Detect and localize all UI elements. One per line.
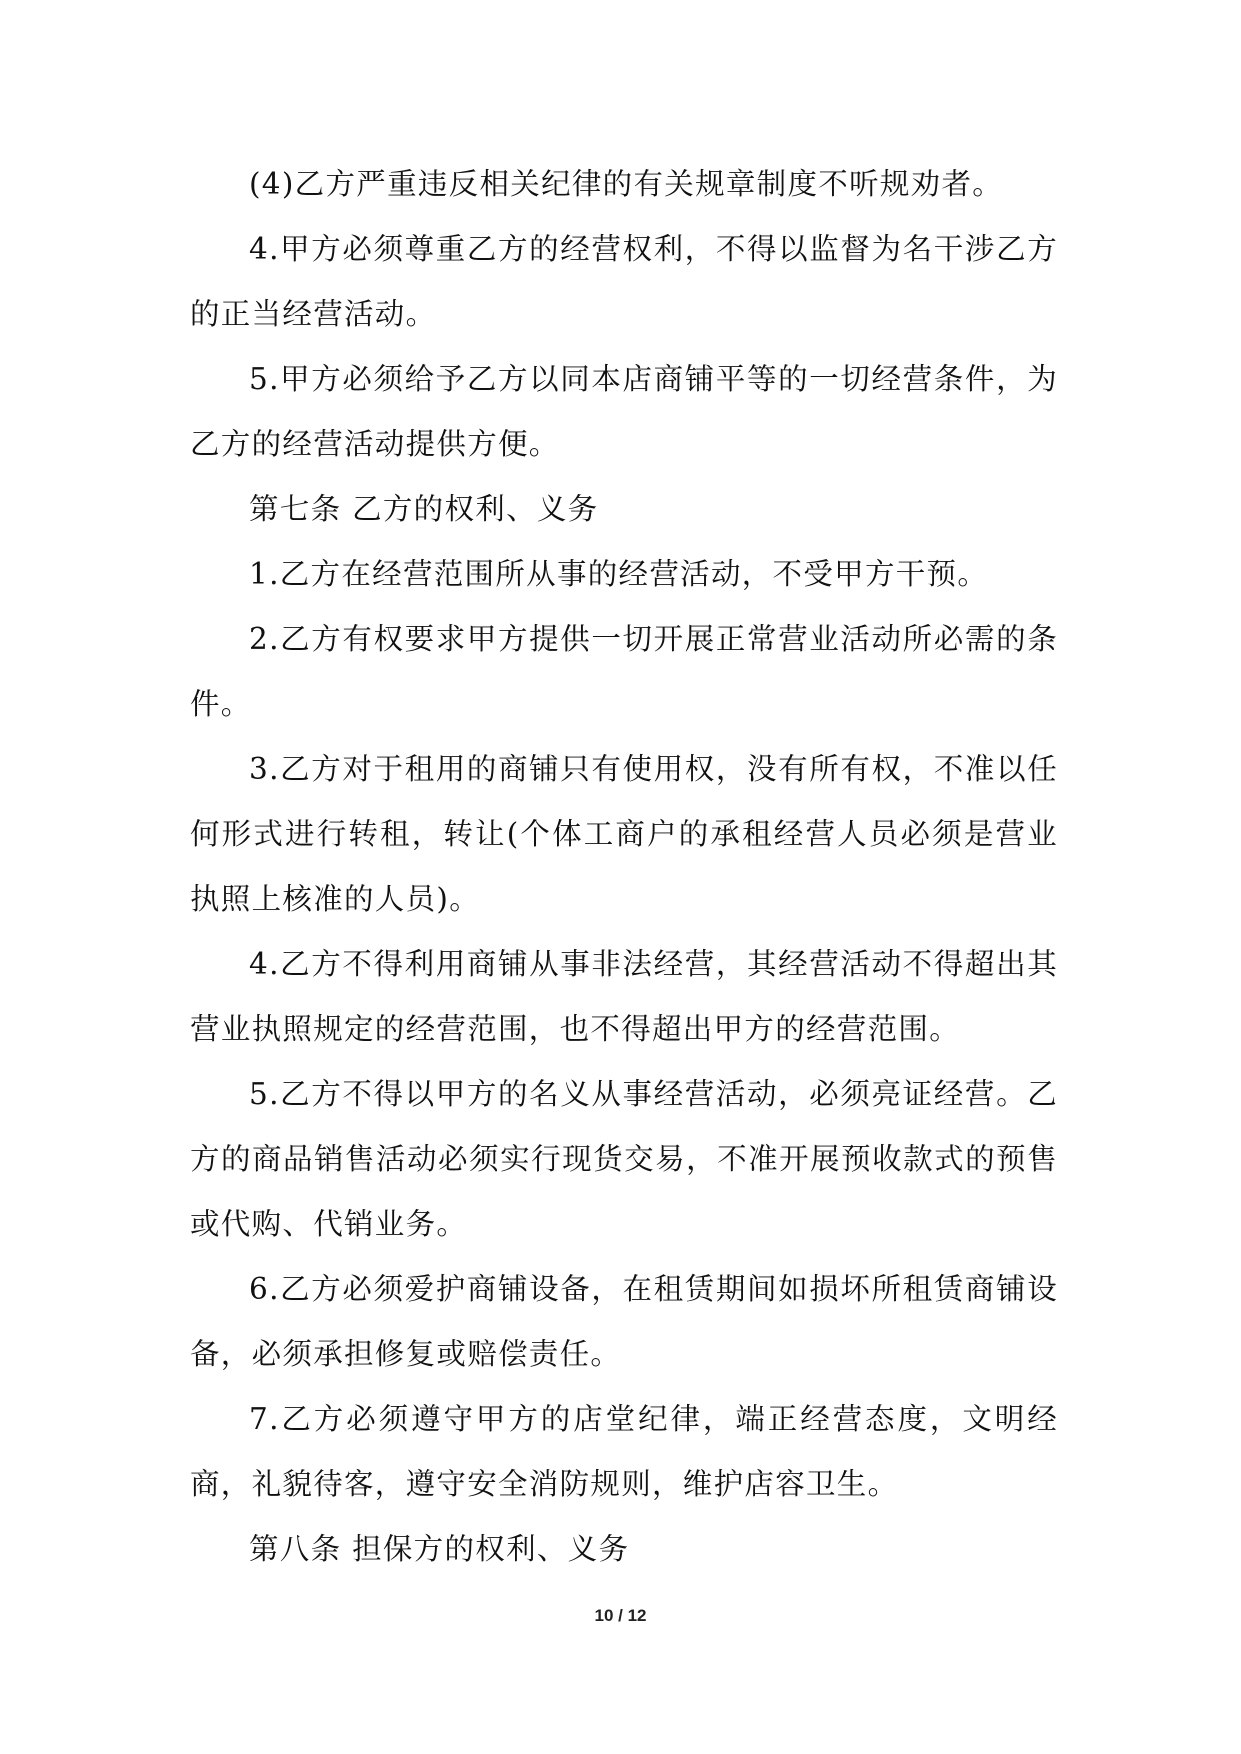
article-heading: 第七条 乙方的权利、义务 [249, 492, 599, 526]
clause-item: 5.甲方必须给予乙方以同本店商铺平等的一切经营条件，为乙方的经营活动提供方便。 [190, 362, 1058, 461]
clause-item: 2.乙方有权要求甲方提供一切开展正常营业活动所必需的条件。 [190, 622, 1058, 721]
clause-item: 4.乙方不得利用商铺从事非法经营，其经营活动不得超出其营业执照规定的经营范围，也不得超出甲方的经营范围。 [190, 947, 1058, 1046]
clause-item: 1.乙方在经营范围所从事的经营活动，不受甲方干预。 [249, 557, 989, 591]
clause-item: 4.甲方必须尊重乙方的经营权利，不得以监督为名干涉乙方的正当经营活动。 [190, 232, 1058, 331]
clause-item: 7.乙方必须遵守甲方的店堂纪律，端正经营态度，文明经商，礼貌待客，遵守安全消防规则，维护店容卫生。 [190, 1402, 1058, 1501]
clause-item: 6.乙方必须爱护商铺设备，在租赁期间如损坏所租赁商铺设备，必须承担修复或赔偿责任。 [190, 1272, 1058, 1371]
page-number: 10 / 12 [594, 1606, 647, 1625]
clause-item: 5.乙方不得以甲方的名义从事经营活动，必须亮证经营。乙方的商品销售活动必须实行现货交易，不准开展预收款式的预售或代购、代销业务。 [190, 1077, 1058, 1241]
clause-item: (4)乙方严重违反相关纪律的有关规章制度不听规劝者。 [249, 167, 1004, 201]
contract-body [190, 152, 1058, 1582]
article-heading: 第八条 担保方的权利、义务 [249, 1532, 630, 1566]
clause-item: 3.乙方对于租用的商铺只有使用权，没有所有权，不准以任何形式进行转租，转让(个体工商户的承租经营人员必须是营业执照上核准的人员)。 [190, 752, 1058, 916]
